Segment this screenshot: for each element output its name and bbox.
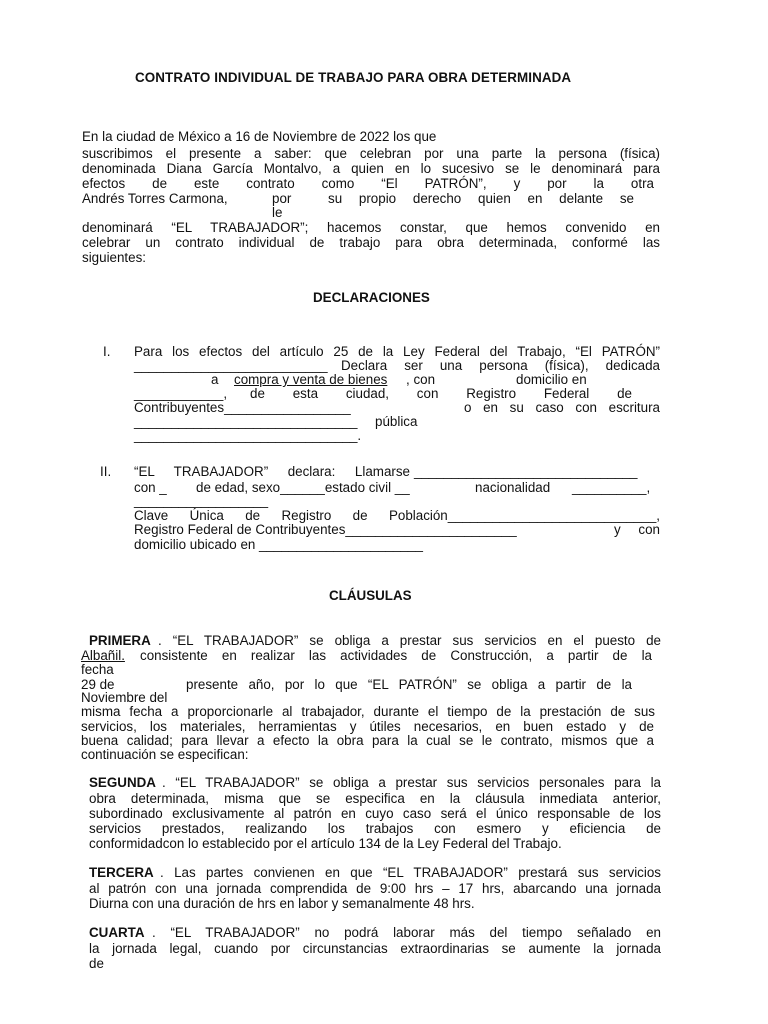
declaration-line: ____________, (134, 386, 228, 401)
intro-line: efectos de este contrato como “El PATRÓN”, y por la otra (82, 176, 654, 191)
declaration-line: __________________________ (134, 358, 328, 373)
clause-label-cuarta: CUARTA (89, 925, 145, 940)
clause-line: misma fecha a proporcionarle al trabajador, durante el tiempo de la prestación de sus (81, 704, 655, 719)
intro-line: Andrés Torres Carmona, (82, 191, 228, 206)
declaration-line: Contribuyentes_________________ (134, 400, 351, 415)
clause-line: Noviembre del (81, 690, 168, 705)
clause-line: la jornada legal, cuando por circunstancias extraordinarias se aumente la jornada (89, 941, 661, 956)
intro-line: denominada Diana García Montalvo, a quien en lo sucesivo se le denominará para (82, 161, 660, 176)
declaration-line: __________________ (134, 493, 269, 508)
clause-label-primera: PRIMERA (89, 633, 151, 648)
clause-line: servicios prestados, realizando los trabajos con esmero y eficiencia de (89, 821, 661, 836)
declaration-line: pública (375, 414, 418, 429)
intro-line: celebrar un contrato individual de trabajo para obra determinada, conformé las (82, 235, 660, 250)
clause-line: fecha (81, 662, 114, 677)
clause-line: . Las partes convienen en que “EL TRABAJADOR” prestará sus servicios (160, 865, 661, 880)
declaration-line: , con (406, 372, 436, 387)
declaration-line: Registro Federal de Contribuyentes_______________________ (134, 522, 517, 537)
clause-line: de (89, 956, 104, 971)
clause-line: conformidadcon lo establecido por el artículo 134 de la Ley Federal del Trabajo. (89, 836, 562, 851)
declaration-line: domicilio en (516, 372, 587, 387)
clause-line: obra determinada, misma que se especifica en la cláusula inmediata anterior, (89, 791, 661, 806)
intro-line: por (272, 191, 292, 206)
clause-line: consistente en realizar las actividades de Construcción, a partir de la (140, 648, 652, 663)
declaration-line: o en su caso con escritura (464, 400, 660, 415)
clause-line: 29 de (81, 677, 115, 692)
section-heading-clausulas: CLÁUSULAS (329, 588, 412, 603)
declaration-line: ______________________________. (134, 428, 362, 443)
declaration-number: I. (103, 344, 111, 359)
declaration-line: __________, (572, 480, 651, 495)
declaration-line: ______________________________ (414, 464, 638, 479)
declaration-line: Para los efectos del artículo 25 de la Ley Federal del Trabajo, “El PATRÓN” (134, 344, 660, 359)
intro-line: le (272, 205, 283, 220)
declaration-line: y con (614, 522, 660, 537)
clause-line: . “EL TRABAJADOR” no podrá laborar más del tiempo señalado en (152, 925, 661, 940)
declaration-line: de esta ciudad, con Registro Federal de (250, 386, 632, 401)
declaration-line: de edad, sexo______estado civil __ (196, 480, 410, 495)
intro-line: suscribimos el presente a saber: que celebran por una parte la persona (física) (82, 146, 660, 161)
intro-line: siguientes: (82, 250, 147, 265)
intro-line: denominará “EL TRABAJADOR”; hacemos constar, que hemos convenido en (82, 220, 660, 235)
declaration-line: “EL TRABAJADOR” declara: Llamarse (134, 464, 410, 479)
document-title: CONTRATO INDIVIDUAL DE TRABAJO PARA OBRA DETERMINADA (135, 70, 572, 85)
clause-line: Diurna con una duración de hrs en labor y semanalmente 48 hrs. (89, 896, 475, 911)
clause-label-segunda: SEGUNDA (89, 775, 156, 790)
declaration-number: II. (100, 464, 112, 479)
declaration-line: Declara ser una persona (física), dedicada (341, 358, 660, 373)
intro-line: En la ciudad de México a 16 de Noviembre de 2022 los que (82, 129, 437, 144)
clause-line: presente año, por lo que “EL PATRÓN” se obliga a partir de la (186, 677, 632, 692)
clause-line: al patrón con una jornada comprendida de 9:00 hrs – 17 hrs, abarcando una jornada (89, 881, 661, 896)
declaration-line: ______________________________ (134, 414, 358, 429)
clause-line: buena calidad; para llevar a efecto la obra para la cual se le contrato, mismos que a (81, 733, 654, 748)
section-heading-declaraciones: DECLARACIONES (313, 290, 430, 305)
declaration-line: domicilio ubicado en ______________________ (134, 537, 423, 552)
declaration-line: con _ (134, 480, 167, 495)
business-activity: compra y venta de bienes (234, 372, 388, 387)
clause-line: subordinado exclusivamente al patrón en cuyo caso será el único responsable de los (89, 806, 661, 821)
clause-line: . “EL TRABAJADOR” se obliga a prestar sus servicios en el puesto de (158, 633, 661, 648)
clause-line: . “EL TRABAJADOR” se obliga a prestar sus servicios personales para la (162, 775, 661, 790)
declaration-line: a (211, 372, 219, 387)
clause-line: servicios, los materiales, herramientas y útiles necesarios, en buen estado y de (81, 719, 654, 734)
intro-line: su propio derecho quien en delante se (328, 191, 634, 206)
declaration-line: nacionalidad (475, 480, 551, 495)
clause-label-tercera: TERCERA (89, 865, 154, 880)
job-position: Albañil. (81, 648, 125, 663)
clause-line: continuación se especifican: (81, 747, 249, 762)
declaration-line: Clave Única de Registro de Población____________________________, (134, 508, 660, 523)
